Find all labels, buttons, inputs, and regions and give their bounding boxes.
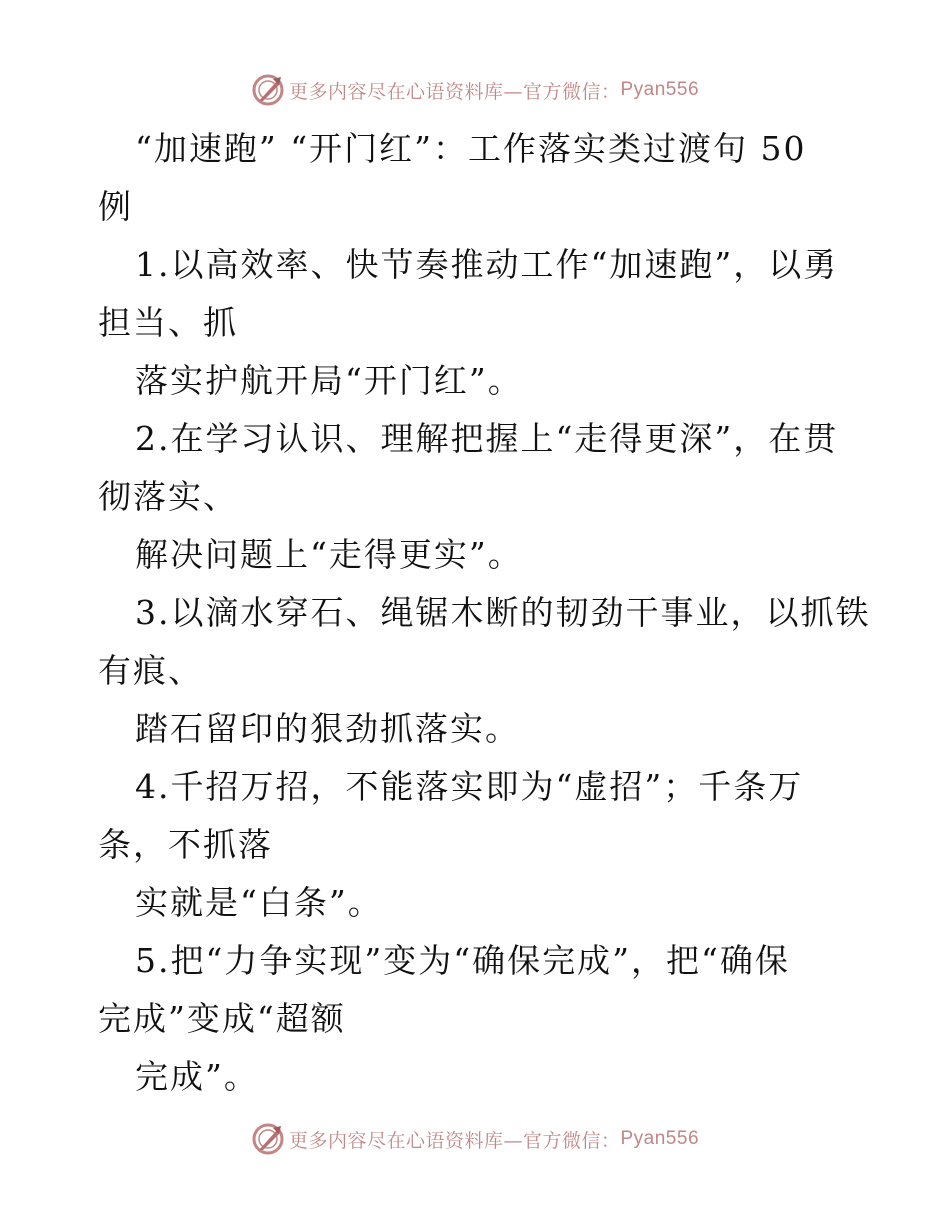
- doc-line: 完成”变成“超额: [98, 999, 346, 1038]
- doc-line: 有痕、: [98, 651, 203, 690]
- watermark-footer: [0, 1119, 950, 1159]
- doc-line: 1.以高效率、快节奏推动工作“加速跑”，以勇: [135, 245, 839, 284]
- doc-title-line-1: “加速跑” “开门红”：工作落实类过渡句 50: [135, 129, 807, 168]
- doc-line: 2.在学习认识、理解把握上“走得更深”，在贯: [135, 419, 839, 458]
- doc-line: 完成”。: [135, 1057, 259, 1096]
- watermark-text: 更多内容尽在心语资料库—官方微信：: [288, 1129, 621, 1152]
- watermark-handle: Pyan556: [620, 1128, 700, 1149]
- document-body: [98, 120, 871, 1106]
- watermark-handle: Pyan556: [620, 79, 700, 100]
- quill-logo-icon: [251, 73, 285, 107]
- doc-line: 担当、抓: [98, 303, 238, 342]
- doc-line: 4.千招万招，不能落实即为“虚招”；千条万: [135, 767, 804, 806]
- doc-line: 5.把“力争实现”变为“确保完成”，把“确保: [135, 941, 790, 980]
- watermark-header: [0, 70, 950, 110]
- quill-logo-icon: [251, 1122, 285, 1156]
- doc-line: 条，不抓落: [98, 825, 273, 864]
- doc-line: 落实护航开局“开门红”。: [135, 361, 523, 400]
- doc-title-line-2: 例: [98, 187, 133, 226]
- doc-line: 实就是“白条”。: [135, 883, 383, 922]
- watermark-text: 更多内容尽在心语资料库—官方微信：: [288, 80, 621, 103]
- doc-line: 彻落实、: [98, 477, 238, 516]
- doc-line: 踏石留印的狠劲抓落实。: [135, 709, 520, 748]
- doc-line: 解决问题上“走得更实”。: [135, 535, 523, 574]
- doc-line: 3.以滴水穿石、绳锯木断的韧劲干事业，以抓铁: [135, 593, 871, 632]
